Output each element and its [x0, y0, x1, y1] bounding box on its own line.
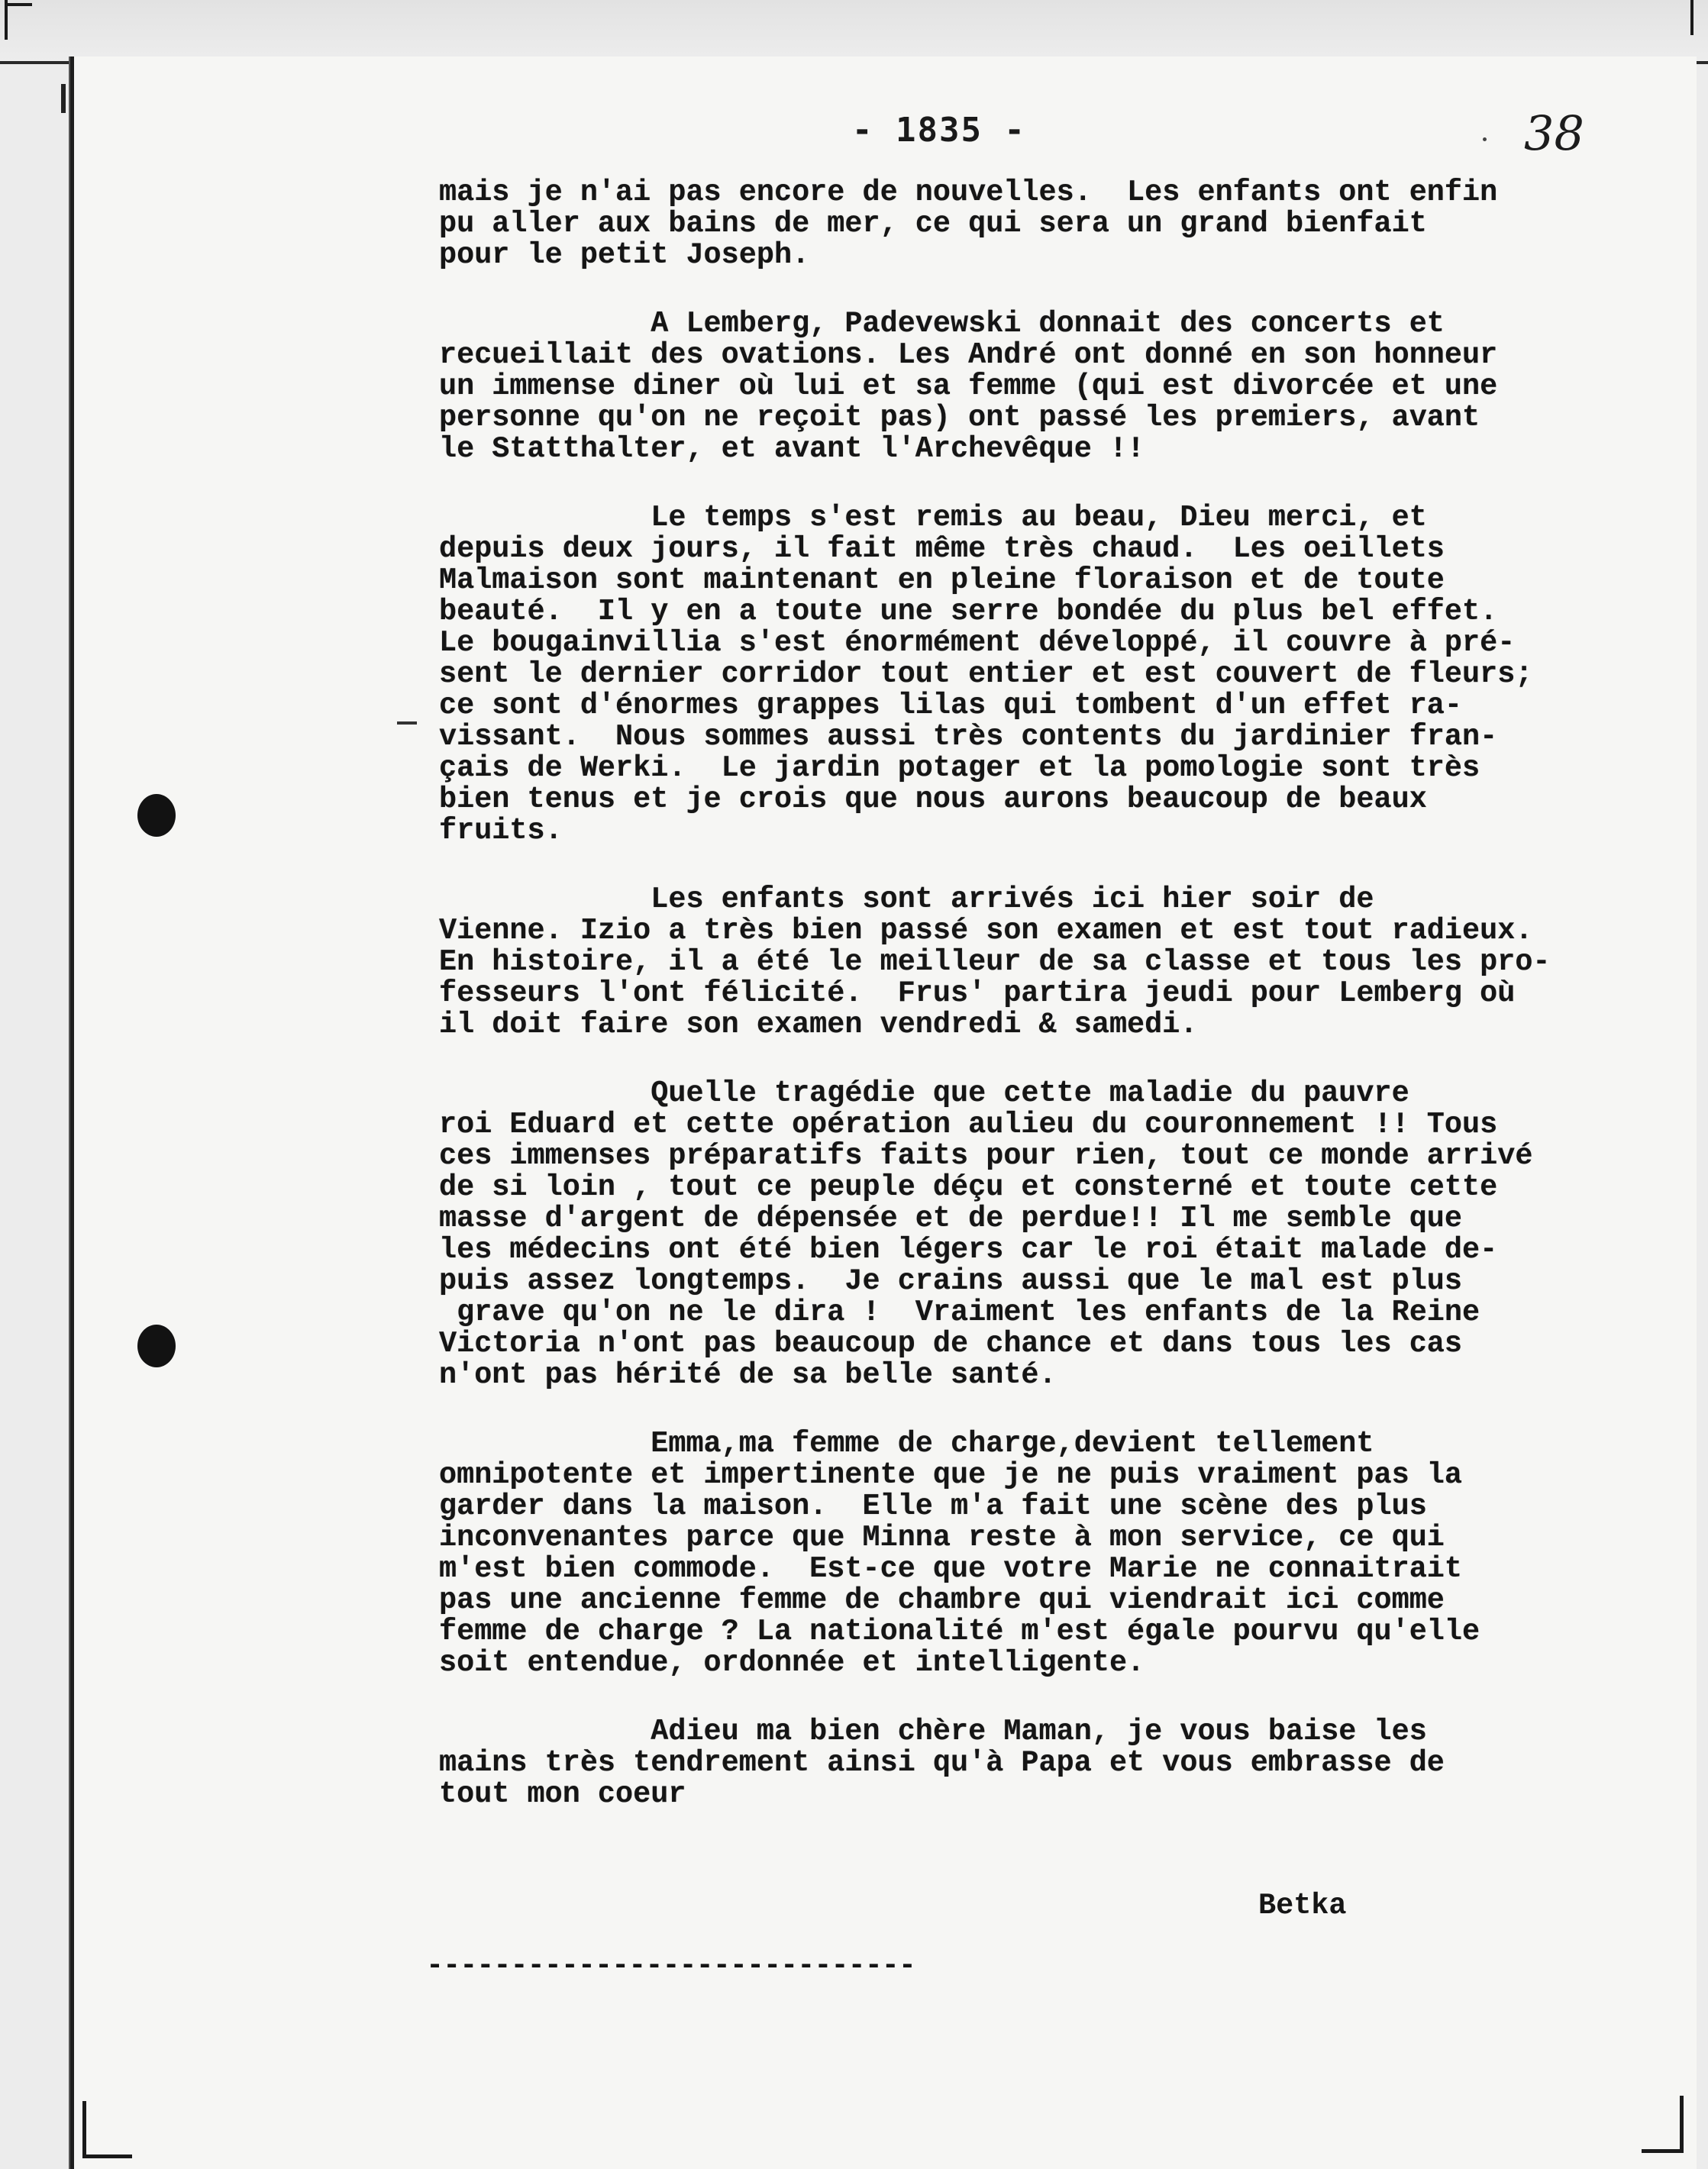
text-line: Le temps s'est remis au beau, Dieu merci, et — [439, 501, 1427, 534]
margin-dash — [397, 721, 417, 725]
text-line: masse d'argent de dépensée et de perdue!! Il me semble que — [439, 1202, 1463, 1235]
text-line: le Statthalter, et avant l'Archevêque !! — [439, 432, 1145, 466]
text-line: Le bougainvillia s'est énormément développé, il couvre à pré- — [439, 626, 1516, 660]
text-line: soit entendue, ordonnée et intelligente. — [439, 1646, 1145, 1680]
margin-tick — [61, 84, 66, 113]
text-line: fruits. — [439, 814, 563, 847]
text-line: n'ont pas hérité de sa belle santé. — [439, 1358, 1057, 1392]
text-line: Quelle tragédie que cette maladie du pauvre — [439, 1076, 1409, 1110]
punch-hole-lower — [137, 1325, 176, 1367]
text-line: Vienne. Izio a très bien passé son examen et est tout radieux. — [439, 914, 1533, 947]
text-line: depuis deux jours, il fait même très chaud. Les oeillets — [439, 532, 1445, 566]
text-line: Les enfants sont arrivés ici hier soir de — [439, 883, 1374, 916]
paragraph — [439, 1716, 1661, 1810]
corner-mark-bottom-left — [82, 2101, 132, 2158]
letter-body — [439, 177, 1661, 1810]
text-line: beauté. Il y en a toute une serre bondée du plus bel effet. — [439, 595, 1498, 628]
text-line: mais je n'ai pas encore de nouvelles. Les enfants ont enfin — [439, 176, 1498, 209]
text-line: roi Eduard et cette opération aulieu du couronnement !! Tous — [439, 1108, 1498, 1141]
text-line: En histoire, il a été le meilleur de sa classe et tous les pro- — [439, 945, 1551, 979]
text-line: Emma,ma femme de charge,devient tellement — [439, 1427, 1374, 1461]
text-line: de si loin , tout ce peuple déçu et consterné et toute cette — [439, 1170, 1498, 1204]
text-line: mains très tendrement ainsi qu'à Papa et vous embrasse de — [439, 1746, 1445, 1780]
handwritten-folio: 38 — [1524, 105, 1584, 161]
text-line: garder dans la maison. Elle m'a fait une scène des plus — [439, 1490, 1427, 1523]
text-line: çais de Werki. Le jardin potager et la pomologie sont très — [439, 751, 1480, 785]
corner-mark-bottom-right — [1642, 2096, 1684, 2153]
text-line: personne qu'on ne reçoit pas) ont passé les premiers, avant — [439, 401, 1480, 434]
paragraph — [439, 1428, 1661, 1679]
text-line: femme de charge ? La nationalité m'est égale pourvu qu'elle — [439, 1615, 1480, 1648]
punch-hole-upper — [137, 794, 176, 837]
closing-rule: ----------------------------- — [426, 1949, 916, 1983]
text-line: pas une ancienne femme de chambre qui viendrait ici comme — [439, 1583, 1445, 1617]
folio-dot — [1483, 137, 1487, 141]
text-line: Victoria n'ont pas beaucoup de chance et dans tous les cas — [439, 1327, 1463, 1360]
text-line: Adieu ma bien chère Maman, je vous baise les — [439, 1715, 1427, 1748]
text-line: bien tenus et je crois que nous aurons beaucoup de beaux — [439, 783, 1427, 816]
text-line: ce sont d'énormes grappes lilas qui tombent d'un effet ra- — [439, 689, 1463, 722]
text-line: recueillait des ovations. Les André ont donné en son honneur — [439, 338, 1498, 372]
page-number: - 1835 - — [852, 111, 1026, 150]
paragraph — [439, 1078, 1661, 1391]
text-line: omnipotente et impertinente que je ne puis vraiment pas la — [439, 1458, 1463, 1492]
corner-mark-top-left-arm — [5, 3, 32, 6]
paragraph — [439, 177, 1661, 271]
text-line: un immense diner où lui et sa femme (qui est divorcée et une — [439, 370, 1498, 403]
paragraph — [439, 884, 1661, 1041]
text-line: tout mon coeur — [439, 1777, 686, 1811]
text-line: les médecins ont été bien légers car le roi était malade de- — [439, 1233, 1498, 1267]
text-line: inconvenantes parce que Minna reste à mon service, ce qui — [439, 1521, 1445, 1554]
underlying-sheet-edge — [0, 0, 1708, 64]
text-line: grave qu'on ne le dira ! Vraiment les enfants de la Reine — [439, 1296, 1480, 1329]
text-line: Malmaison sont maintenant en pleine floraison et de toute — [439, 563, 1445, 597]
paragraph — [439, 308, 1661, 465]
text-line: fesseurs l'ont félicité. Frus' partira jeudi pour Lemberg où — [439, 976, 1516, 1010]
text-line: pu aller aux bains de mer, ce qui sera un grand bienfait — [439, 207, 1427, 240]
text-line: A Lemberg, Padevewski donnait des concerts et — [439, 307, 1445, 341]
paragraph — [439, 502, 1661, 847]
text-line: vissant. Nous sommes aussi très contents du jardinier fran- — [439, 720, 1498, 754]
text-line: pour le petit Joseph. — [439, 238, 810, 272]
signature: Betka — [1258, 1889, 1347, 1922]
text-line: ces immenses préparatifs faits pour rien, tout ce monde arrivé — [439, 1139, 1533, 1173]
text-line: puis assez longtemps. Je crains aussi que le mal est plus — [439, 1264, 1463, 1298]
text-line: il doit faire son examen vendredi & samedi. — [439, 1008, 1198, 1041]
text-line: sent le dernier corridor tout entier et est couvert de fleurs; — [439, 657, 1533, 691]
corner-mark-top-right — [1690, 0, 1693, 35]
text-line: m'est bien commode. Est-ce que votre Marie ne connaitrait — [439, 1552, 1463, 1586]
